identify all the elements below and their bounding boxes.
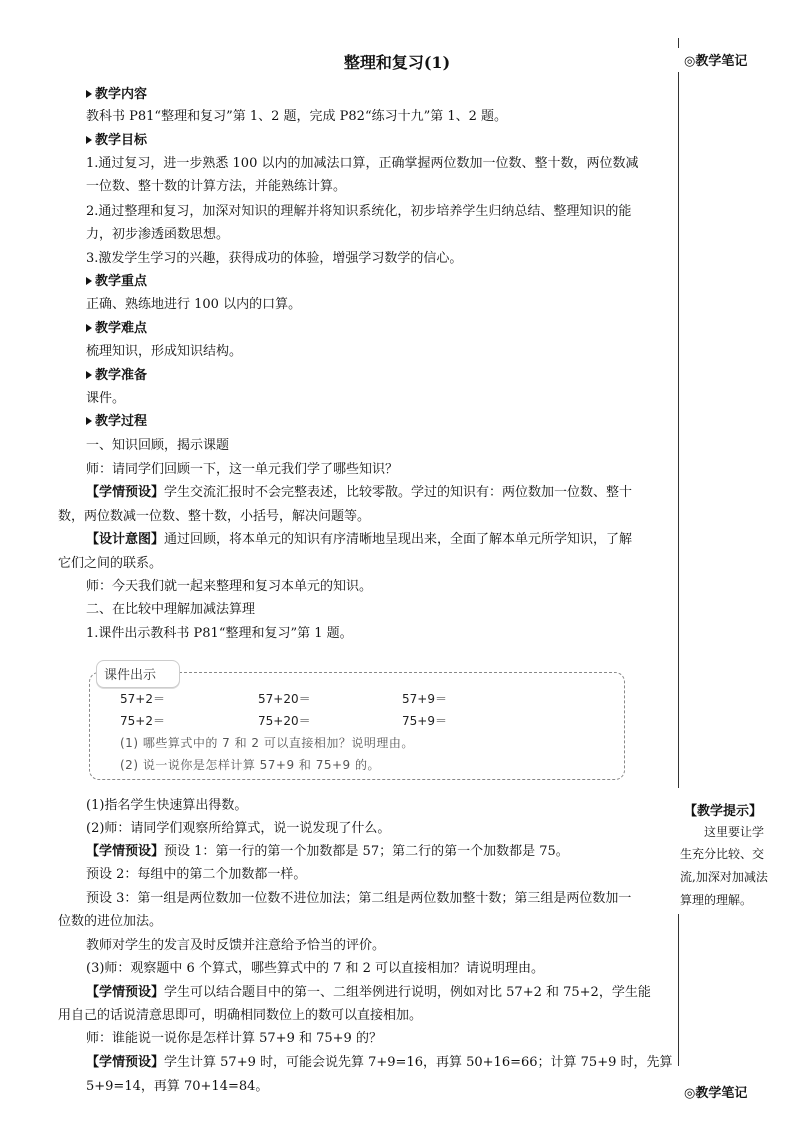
key-text: 正确、熟练地进行 100 以内的口算。	[86, 297, 302, 312]
goal-text: 2.通过整理和复习，加深对知识的理解并将知识系统化，初步培养学生归纳总结、整理知识的能	[86, 204, 632, 219]
step-text: (1)指名学生快速算出得数。	[86, 798, 248, 813]
student-preview-cont: 5+9=14，再算 70+14=84。	[86, 1079, 269, 1094]
student-preview-cont: 数，两位数减一位数、整十数，小括号，解决问题等。	[58, 509, 371, 524]
goal-text: 1.通过复习，进一步熟悉 100 以内的加减法口算，正确掌握两位数加一位数、整十数，两位数减	[86, 156, 639, 171]
difficulty-text: 梳理知识，形成知识结构。	[86, 344, 243, 359]
step-text: (2)师：请同学们观察所给算式，说一说发现了什么。	[86, 821, 391, 836]
expression: 75+9＝	[402, 714, 447, 728]
section-heading-process: 教学过程	[86, 413, 147, 430]
section-heading-goals: 教学目标	[86, 132, 147, 149]
student-preview: 【学情预设】预设 1：第一行的第一个加数都是 57；第二行的第一个加数都是 75。	[86, 844, 569, 859]
courseware-label: 课件出示	[104, 668, 157, 683]
courseware-question: (2) 说一说你是怎样计算 57+9 和 75+9 的。	[120, 758, 380, 772]
goal-text: 3.激发学生学习的兴趣，获得成功的体验，增强学习数学的信心。	[86, 251, 463, 266]
section-heading-difficulty: 教学难点	[86, 320, 147, 337]
teaching-notes-heading-bottom: ◎教学笔记	[684, 1086, 748, 1101]
goal-text: 一位数、整十数的计算方法，并能熟练计算。	[86, 179, 347, 194]
section-heading-key: 教学重点	[86, 273, 147, 290]
design-intent: 【设计意图】通过回顾，将本单元的知识有序清晰地呈现出来，全面了解本单元所学知识，了解	[86, 532, 633, 547]
teacher-line: 师：今天我们就一起来整理和复习本单元的知识。	[86, 579, 373, 594]
prep-text: 课件。	[86, 391, 126, 406]
triangle-bullet-icon	[86, 136, 92, 144]
teacher-line: 师：请同学们回顾一下，这一单元我们学了哪些知识？	[86, 462, 399, 477]
section-heading-prep: 教学准备	[86, 367, 147, 384]
page-title: 整理和复习(1)	[343, 53, 451, 72]
margin-rule-lower	[678, 914, 679, 1066]
expression: 75+2＝	[120, 714, 165, 728]
expression: 57+20＝	[258, 692, 311, 706]
margin-rule-upper	[678, 72, 679, 788]
evaluation-text: 教师对学生的发言及时反馈并注意给予恰当的评价。	[86, 938, 386, 953]
triangle-bullet-icon	[86, 324, 92, 332]
process-subheading: 一、知识回顾，揭示课题	[86, 438, 230, 453]
goal-text: 力，初步渗透函数思想。	[86, 227, 230, 242]
student-preview: 【学情预设】学生交流汇报时不会完整表述，比较零散。学过的知识有：两位数加一位数、整十	[86, 485, 633, 500]
triangle-bullet-icon	[86, 371, 92, 379]
student-preview-cont: 预设 2：每组中的第二个加数都一样。	[86, 867, 307, 882]
expression: 57+2＝	[120, 692, 165, 706]
teacher-line: 师：谁能说一说你是怎样计算 57+9 和 75+9 的？	[86, 1031, 382, 1046]
teaching-notes-heading: ◎教学笔记	[684, 54, 748, 69]
process-subheading: 二、在比较中理解加减法算理	[86, 602, 256, 617]
step-text: (3)师：观察题中 6 个算式，哪些算式中的 7 和 2 可以直接相加？请说明理由。	[86, 961, 545, 976]
student-preview-cont: 用自己的话说清意思即可，明确相同数位上的数可以直接相加。	[58, 1008, 423, 1023]
margin-tick-top	[678, 38, 679, 48]
teaching-tip-line: 生充分比较、交	[680, 847, 765, 861]
triangle-bullet-icon	[86, 417, 92, 425]
student-preview: 【学情预设】学生可以结合题目中的第一、二组举例进行说明，例如对比 57+2 和 75+2，学生能	[86, 985, 651, 1000]
courseware-question: (1) 哪些算式中的 7 和 2 可以直接相加？说明理由。	[120, 736, 414, 750]
section-heading-content: 教学内容	[86, 86, 147, 103]
student-preview-cont: 位数的进位加法。	[58, 914, 163, 929]
triangle-bullet-icon	[86, 90, 92, 98]
teaching-tip-line: 算理的理解。	[680, 893, 753, 907]
content-text: 教科书 P81“整理和复习”第 1、2 题，完成 P82“练习十九”第 1、2 题。	[86, 109, 508, 124]
item-text: 1.课件出示教科书 P81“整理和复习”第 1 题。	[86, 626, 353, 641]
expression: 57+9＝	[402, 692, 447, 706]
triangle-bullet-icon	[86, 277, 92, 285]
design-intent-cont: 它们之间的联系。	[58, 556, 163, 571]
teaching-tip-line: 这里要让学	[704, 825, 765, 839]
student-preview: 【学情预设】学生计算 57+9 时，可能会说先算 7+9=16，再算 50+16=66；计算 75+9 时，先算	[86, 1055, 673, 1070]
teaching-tip-heading: 【教学提示】	[684, 804, 763, 819]
expression: 75+20＝	[258, 714, 311, 728]
student-preview-cont: 预设 3：第一组是两位数加一位数不进位加法；第二组是两位数加整十数；第三组是两位数加一	[86, 891, 632, 906]
teaching-tip-line: 流,加深对加减法	[680, 870, 768, 884]
